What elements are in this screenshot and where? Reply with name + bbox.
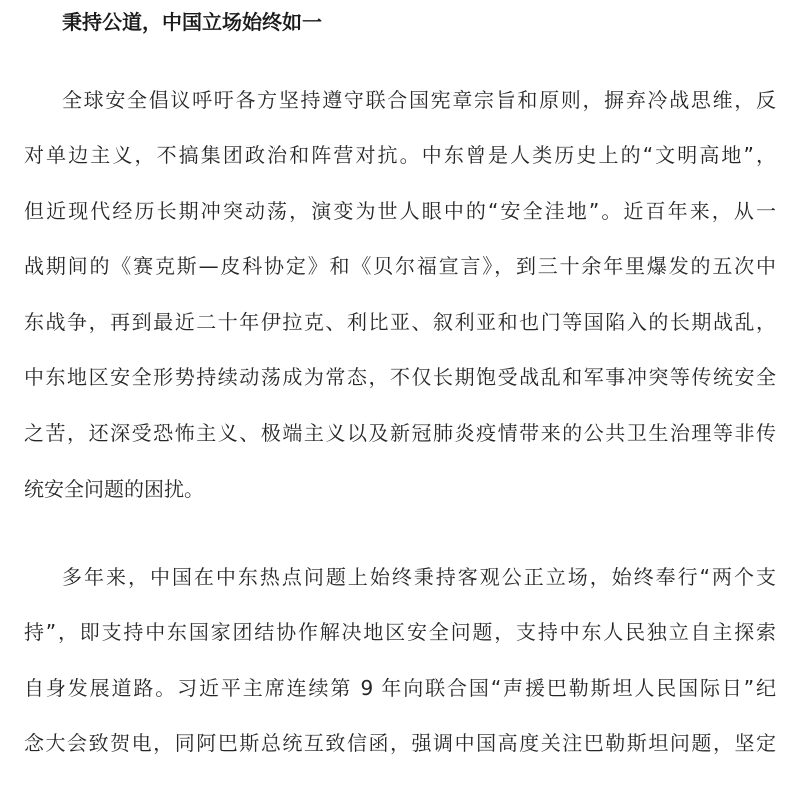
- paragraph1-line-6: 中东地区安全形势持续动荡成为常态，不仅长期饱受战乱和军事冲突等传统安全: [24, 365, 776, 389]
- paragraph2-line-1: 多年来，中国在中东热点问题上始终秉持客观公正立场，始终奉行“两个支: [62, 565, 776, 589]
- paragraph2-line-3: 自身发展道路。习近平主席连续第 9 年向联合国“声援巴勒斯坦人民国际日”纪: [24, 676, 776, 700]
- paragraph1-line-4: 战期间的《赛克斯—皮科协定》和《贝尔福宣言》，到三十余年里爆发的五次中: [24, 254, 776, 278]
- paragraph1-line-3: 但近现代经历长期冲突动荡，演变为世人眼中的“安全洼地”。近百年来，从一: [24, 199, 776, 223]
- paragraph1-line-8: 统安全问题的困扰。: [24, 477, 204, 501]
- article-heading: 秉持公道，中国立场始终如一: [62, 10, 322, 34]
- paragraph1-line-1: 全球安全倡议呼吁各方坚持遵守联合国宪章宗旨和原则，摒弃冷战思维，反: [62, 88, 776, 112]
- paragraph1-line-5: 东战争，再到最近二十年伊拉克、利比亚、叙利亚和也门等国陷入的长期战乱，: [24, 310, 776, 334]
- paragraph2-line-4: 念大会致贺电，同阿巴斯总统互致信函，强调中国高度关注巴勒斯坦问题，坚定: [24, 731, 776, 755]
- paragraph2-line-2: 持”，即支持中东国家团结协作解决地区安全问题，支持中东人民独立自主探索: [24, 620, 776, 644]
- paragraph1-line-2: 对单边主义，不搞集团政治和阵营对抗。中东曾是人类历史上的“文明高地”，: [24, 143, 776, 167]
- paragraph1-line-7: 之苦，还深受恐怖主义、极端主义以及新冠肺炎疫情带来的公共卫生治理等非传: [24, 421, 776, 445]
